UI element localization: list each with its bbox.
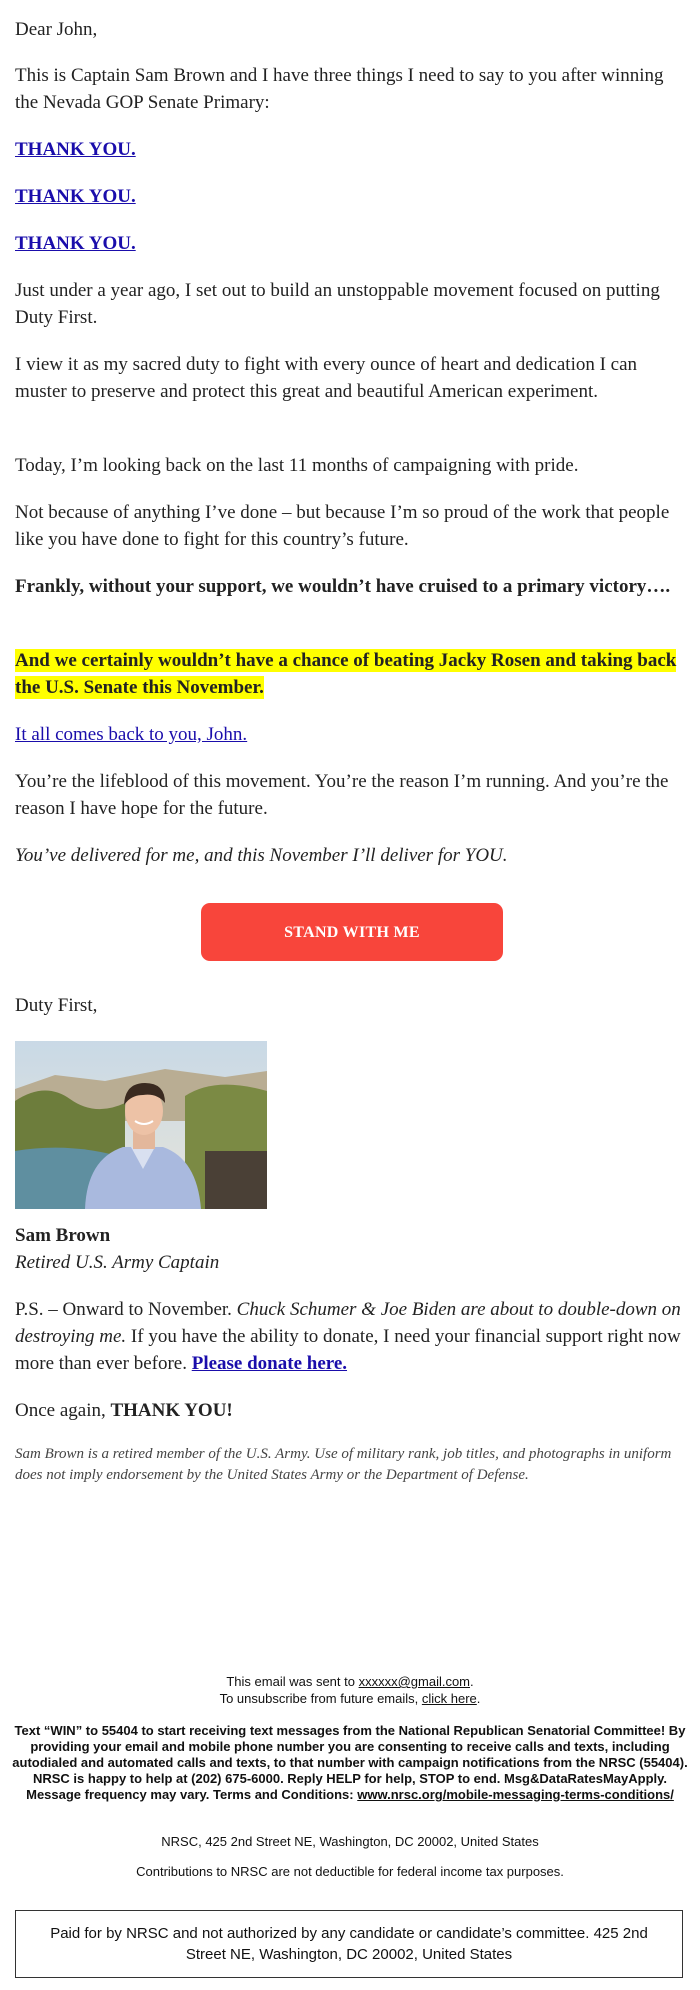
stand-with-me-button[interactable]: STAND WITH ME bbox=[201, 903, 503, 961]
sent-suffix: . bbox=[470, 1674, 474, 1689]
paid-for-box: Paid for by NRSC and not authorized by any candidate or candidate’s committee. 425 2nd Street NE, Washington, DC 20002, United States bbox=[15, 1910, 683, 1978]
once-again-bold: THANK YOU! bbox=[110, 1400, 233, 1421]
paragraph-deliver: You’ve delivered for me, and this November I’ll deliver for YOU. bbox=[15, 845, 508, 866]
paragraph-support: Frankly, without your support, we wouldn’t have cruised to a primary victory…. bbox=[15, 576, 671, 597]
paragraph-looking-back: Today, I’m looking back on the last 11 months of campaigning with pride. bbox=[15, 455, 579, 476]
thank-you-link-2[interactable]: THANK YOU. bbox=[15, 186, 136, 207]
thank-you-link-1[interactable]: THANK YOU. bbox=[15, 139, 136, 160]
comes-back-link[interactable]: It all comes back to you, John. bbox=[15, 724, 248, 745]
paragraph-movement: Just under a year ago, I set out to build an unstoppable movement focused on putting Duty First. bbox=[15, 280, 660, 328]
paragraph-proud: Not because of anything I’ve done – but because I’m so proud of the work that people like you have done to fight for this country’s future. bbox=[15, 502, 670, 550]
ps-lead: P.S. – Onward to November. bbox=[15, 1299, 237, 1320]
unsub-prefix: To unsubscribe from future emails, bbox=[219, 1691, 422, 1706]
unsubscribe-line bbox=[0, 1690, 700, 1707]
greeting: Dear John, bbox=[15, 19, 98, 40]
military-disclaimer: Sam Brown is a retired member of the U.S. Army. Use of military rank, job titles, and photographs in uniform does not imply endorsement by the United States Army or the Department of Defense. bbox=[15, 1446, 672, 1483]
signature-name: Sam Brown bbox=[15, 1225, 111, 1246]
unsub-suffix: . bbox=[476, 1691, 481, 1706]
paragraph-lifeblood: You’re the lifeblood of this movement. You’re the reason I’m running. And you’re the reason I have hope for the future. bbox=[15, 771, 669, 819]
ps-paragraph bbox=[15, 1296, 683, 1377]
footer-tax-note: Contributions to NRSC are not deductible for federal income tax purposes. bbox=[136, 1864, 564, 1879]
highlighted-paragraph: And we certainly wouldn’t have a chance of beating Jacky Rosen and taking back the U.S. Senate this November. bbox=[15, 650, 677, 698]
donate-link[interactable]: Please donate here. bbox=[191, 1353, 348, 1374]
signoff: Duty First, bbox=[15, 995, 98, 1016]
paragraph-duty: I view it as my sacred duty to fight with every ounce of heart and dedication I can muster to preserve and protect this great and beautiful American experiment. bbox=[15, 354, 638, 402]
sms-consent bbox=[12, 1723, 688, 1803]
signature-title: Retired U.S. Army Captain bbox=[15, 1252, 220, 1273]
once-again-lead: Once again, bbox=[15, 1400, 111, 1421]
ps-italic: Chuck Schumer & Joe Biden are about to double-down on destroying me. bbox=[15, 1299, 681, 1347]
once-again bbox=[15, 1397, 683, 1424]
unsubscribe-link[interactable]: click here bbox=[421, 1691, 477, 1706]
sent-prefix: This email was sent to bbox=[226, 1674, 359, 1689]
footer-address: NRSC, 425 2nd Street NE, Washington, DC 20002, United States bbox=[161, 1834, 539, 1849]
candidate-photo bbox=[15, 1041, 267, 1209]
thank-you-link-3[interactable]: THANK YOU. bbox=[15, 233, 136, 254]
recipient-email-link[interactable]: xxxxxx@gmail.com bbox=[358, 1674, 471, 1689]
candidate-portrait-icon bbox=[15, 1041, 267, 1209]
ps-rest: If you have the ability to donate, I need your financial support right now more than ever before. bbox=[15, 1326, 681, 1374]
sms-text: Text “WIN” to 55404 to start receiving text messages from the National Republican Senatorial Committee! By providing your email and mobile phone number you are consenting to receive calls and texts, including autodialed and automated calls and texts, to that number with campaign notifications from the NRSC (55404). NRSC is happy to help at (202) 675-6000. Reply HELP for help, STOP to end. Msg&DataRatesMayApply. Message frequency may vary. Terms and Conditions: bbox=[12, 1723, 688, 1802]
sent-to-line bbox=[0, 1673, 700, 1690]
intro-paragraph: This is Captain Sam Brown and I have three things I need to say to you after winning the Nevada GOP Senate Primary: bbox=[15, 65, 664, 113]
sms-terms-link[interactable]: www.nrsc.org/mobile-messaging-terms-conditions/ bbox=[357, 1787, 674, 1802]
